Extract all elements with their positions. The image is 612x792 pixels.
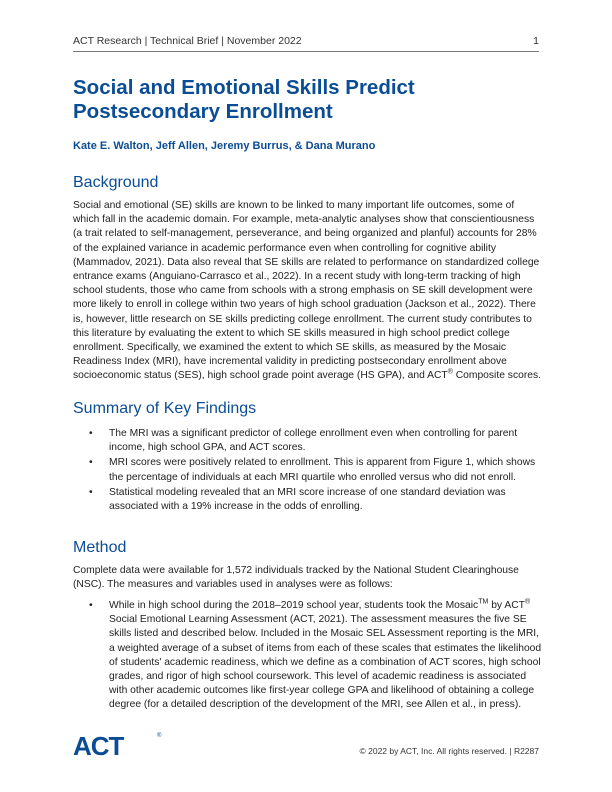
act-logo: [73, 733, 169, 759]
finding-item: [73, 456, 543, 484]
method-list: [73, 599, 543, 714]
bullet-icon: •: [89, 600, 93, 611]
background-heading: Background: [73, 174, 159, 191]
method-intro: Complete data were available for 1,572 individuals tracked by the National Student Clearinghouse (NSC). The measures and variables used in analyses were as follows:: [73, 565, 519, 591]
bullet-icon: •: [89, 428, 93, 439]
copyright-notice: © 2022 by ACT, Inc. All rights reserved. | R2287: [359, 746, 539, 756]
document-title: Social and Emotional Skills Predict Postsecondary Enrollment: [73, 76, 415, 123]
finding-text: Statistical modeling revealed that an MRI score increase of one standard deviation was associated with a 19% increase in the odds of enrolling.: [109, 486, 506, 513]
running-header: [73, 35, 539, 51]
trademark-mark: TM: [478, 598, 489, 606]
background-text: Social and emotional (SE) skills are known to be linked to many important life outcomes, some of which fall in the academic domain. For example, meta-analytic analyses show that conscientiousness (a trait related to self-management, perseverance, and being organized and planful) accounts for 28% of the explained variance in academic performance even when controlling for cognitive ability (Mammadov, 2021). Data also reveal that SE skills are related to performance on standardized college entrance exams (Anguiano-Carrasco et al., 2022). In a recent study with long-term tracking of high school students, those who came from schools with a strong emphasis on SE skill development were more likely to enroll in college within two years of high school graduation (Jackson et al., 2022). There is, however, little research on SE skills predicting college enrollment. The current study contributes to this literature by evaluating the extent to which SE skills measured in high school predict college enrollment. Specifically, we examined the extent to which SE skills, as measured by the Mosaic Readiness Index (MRI), have incremental validity in predicting postsecondary enrollment above socioeconomic status (SES), high school grade point average (HS GPA), and ACT: [73, 200, 540, 382]
running-head: ACT Research | Technical Brief | November 2022: [73, 35, 302, 47]
finding-item: [73, 427, 543, 455]
method-item: [73, 599, 543, 713]
bullet-icon: •: [89, 457, 93, 469]
key-findings-list: [73, 427, 543, 515]
logo-registered-mark: ®: [157, 733, 162, 739]
registered-mark: ®: [447, 369, 453, 377]
header-divider: [73, 51, 539, 52]
key-findings-heading: Summary of Key Findings: [73, 400, 257, 417]
method-heading: Method: [73, 539, 127, 556]
registered-mark: ®: [524, 598, 531, 606]
author-list: Kate E. Walton, Jeff Allen, Jeremy Burrus, & Dana Murano: [73, 140, 376, 152]
background-paragraph: [73, 199, 543, 384]
bullet-icon: •: [89, 486, 93, 498]
finding-text: The MRI was a significant predictor of college enrollment even when controlling for parent income, high school GPA, and ACT scores.: [109, 428, 518, 454]
background-text-end: Composite scores.: [452, 370, 541, 382]
logo-wordmark: ACT: [73, 731, 124, 761]
finding-item: [73, 486, 543, 514]
page-number: 1: [533, 35, 539, 47]
finding-text: MRI scores were positively related to enrollment. This is apparent from Figure 1, which shows the percentage of individuals at each MRI quartile who enrolled versus who did not enroll.: [109, 457, 536, 483]
method-text: While in high school during the 2018–2019 school year, students took the Mosaic™ by ACT® Social Emotional Learning Assessment (ACT, 2021). The assessment measures the five SE skills listed and described below. Included in the Mosaic SEL Assessment reporting is the MRI, a weighted average of a subset of items from each of these scales that estimates the likelihood of students' academic readiness, which we define as a combination of ACT scores, high school grades, and rigor of high school coursework. This level of academic readiness is associated with other academic outcomes like first-year college GPA and likelihood of obtaining a college degree (for a detailed description of the development of the MRI, see Allen et al., in press).: [109, 598, 542, 711]
